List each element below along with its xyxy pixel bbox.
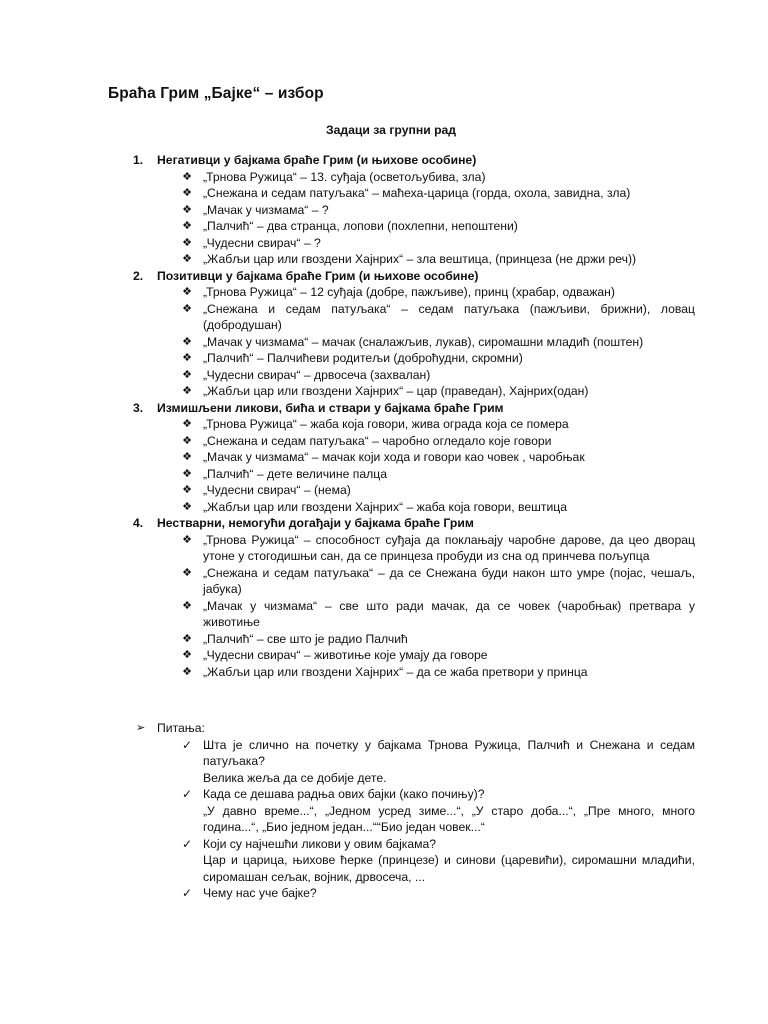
checkmark-icon: ✓ [182,787,193,801]
questions-heading [0,720,768,737]
diamond-bullet-icon: ❖ [182,253,192,265]
section-number: 4. [133,516,144,530]
list-item: ❖ „Чудесни свирач“ – животиње које умају да говоре [182,648,488,662]
list-item: ❖ „Палчић“ – Палчићеви родитељи (доброћудни, скромни) [182,351,523,365]
list-item: ❖ „Снежана и седам патуљака“ – седам патуљака (пажљиви, брижни), ловац (добродушан) [182,301,695,332]
list-item: ❖ „Мачак у чизмама“ – ? [182,202,329,217]
diamond-bullet-icon: ❖ [182,467,192,480]
list-item: ❖ „Чудесни свирач“ – дрвосеча (захвалан) [182,367,431,382]
section-impossible-events [0,515,768,680]
list-item: ❖ „Трнова Ружица“ – жаба која говори, жива ограда која се помера [182,417,569,431]
diamond-bullet-icon: ❖ [182,434,192,447]
question-item [0,737,695,787]
answer-text: Велика жеља да се добије дете. [203,770,387,785]
list-item: ❖ „Палчић“ – дете величине палца [182,466,388,481]
list-item: ❖ „Палчић“ – два странца, лопови (похлепни, непоштени) [182,219,518,233]
answer-text: Цар и царица, њихове ћерке (принцезе) и синови (царевићи), сиромашни младићи, сиромашан сељак, војник, дрвосеча, ... [203,853,695,884]
diamond-bullet-icon: ❖ [182,484,192,496]
checkmark-icon: ✓ [182,737,193,752]
list-item: ❖ „Трнова Ружица“ – 12 суђаја (добре, пажљиве), принц (храбар, одважан) [182,285,615,299]
diamond-bullet-icon: ❖ [182,170,192,183]
section-heading [0,152,768,169]
diamond-bullet-icon: ❖ [182,352,192,364]
question-text: Чему нас уче бајке? [203,886,317,900]
section-heading-text: Негативци у бајкама браће Грим (и њихове особине) [157,153,477,167]
diamond-bullet-icon: ❖ [182,368,192,381]
diamond-bullet-icon: ❖ [182,533,192,546]
diamond-bullet-icon: ❖ [182,632,192,645]
task-sections [0,152,768,680]
diamond-bullet-icon: ❖ [182,187,192,199]
diamond-bullet-icon: ❖ [182,286,192,298]
diamond-bullet-icon: ❖ [182,302,192,315]
diamond-bullet-icon: ❖ [182,599,192,612]
list-item: ❖ „Жабљи цар или гвоздени Хајнрих“ – да се жаба претвори у принца [182,664,588,679]
question-text: Шта је слично на почетку у бајкама Трнова Ружица, Палчић и Снежана и седам патуљака? [203,737,695,768]
list-item: ❖ „Снежана и седам патуљака“ – да се Снежана буди након што умре (појас, чешаљ, јабука) [182,565,695,596]
question-text: Који су најчешћи ликови у овим бајкама? [203,836,437,851]
section-heading-text: Позитивци у бајкама браће Грим (и њихове особине) [157,268,479,283]
list-item: ❖ „Жабљи цар или гвоздени Хајнрих“ – зла вештица, (принцеза (не држи реч)) [182,252,637,266]
list-item: ❖ „Чудесни свирач“ – ? [182,235,321,250]
list-item: ❖ „Жабљи цар или гвоздени Хајнрих“ – жаба која говори, вештица [182,499,568,514]
diamond-bullet-icon: ❖ [182,566,192,579]
checkmark-icon: ✓ [182,836,193,851]
diamond-bullet-icon: ❖ [182,220,192,232]
section-heading [0,268,768,285]
section-number: 1. [133,153,144,167]
section-heading-text: Нестварни, немогући догађаји у бајкама браће Грим [157,516,474,530]
diamond-bullet-icon: ❖ [182,203,192,216]
diamond-bullet-icon: ❖ [182,236,192,249]
section-heading [0,400,768,417]
section-heading [0,515,768,532]
list-item: ❖ „Трнова Ружица“ – способност суђаја да поклањају чаробне дарове, да цео дворац утоне у стогодишњи сан, да се принцеза пробуди из сна од принчева пољупца [182,532,695,563]
questions-section [0,720,768,902]
question-item [0,786,695,836]
section-negative-characters [0,152,768,268]
question-item [0,836,695,886]
list-item: ❖ „Трнова Ружица“ – 13. суђаја (осветољубива, зла) [182,169,486,184]
checkmark-icon: ✓ [182,886,193,900]
diamond-bullet-icon: ❖ [182,451,192,463]
section-heading-text: Измишљени ликови, бића и ствари у бајкама браће Грим [157,400,504,415]
diamond-bullet-icon: ❖ [182,335,192,348]
section-positive-characters [0,268,768,400]
document-title: Браћа Грим „Бајке“ – избор [108,85,324,102]
question-text: Када се дешава радња ових бајки (како почињу)? [203,787,485,801]
section-imaginary-characters [0,400,768,516]
diamond-bullet-icon: ❖ [182,665,192,678]
list-item: ❖ „Мачак у чизмама“ – мачак (сналажљив, лукав), сиромашни младић (поштен) [182,334,644,349]
diamond-bullet-icon: ❖ [182,649,192,661]
list-item: ❖ „Мачак у чизмама“ – мачак који хода и говори као човек , чаробњак [182,450,585,464]
answer-text: „У давно време...“, „Једном усред зиме...“, „У старо доба...“, „Пре много, много година...“, „Био једном један...““Био један човек...“ [203,803,695,834]
diamond-bullet-icon: ❖ [182,385,192,397]
arrow-bullet-icon: ➢ [136,722,146,734]
diamond-bullet-icon: ❖ [182,500,192,513]
section-number: 3. [133,400,144,415]
list-item: ❖ „Чудесни свирач“ – (нема) [182,483,351,497]
section-number: 2. [133,268,144,283]
list-item: ❖ „Палчић“ – све што је радио Палчић [182,631,408,646]
document-subtitle: Задаци за групни рад [325,123,457,137]
list-item: ❖ „Снежана и седам патуљака“ – чаробно огледало које говори [182,433,552,448]
list-item: ❖ „Снежана и седам патуљака“ – маћеха-царица (горда, охола, завидна, зла) [182,186,631,200]
question-item [0,885,695,902]
list-item: ❖ „Мачак у чизмама“ – све што ради мачак, да се човек (чаробњак) претвара у животиње [182,598,695,629]
questions-heading-text: Питања: [157,721,205,735]
diamond-bullet-icon: ❖ [182,418,192,430]
list-item: ❖ „Жабљи цар или гвоздени Хајнрих“ – цар (праведан), Хајнрих(одан) [182,384,589,398]
